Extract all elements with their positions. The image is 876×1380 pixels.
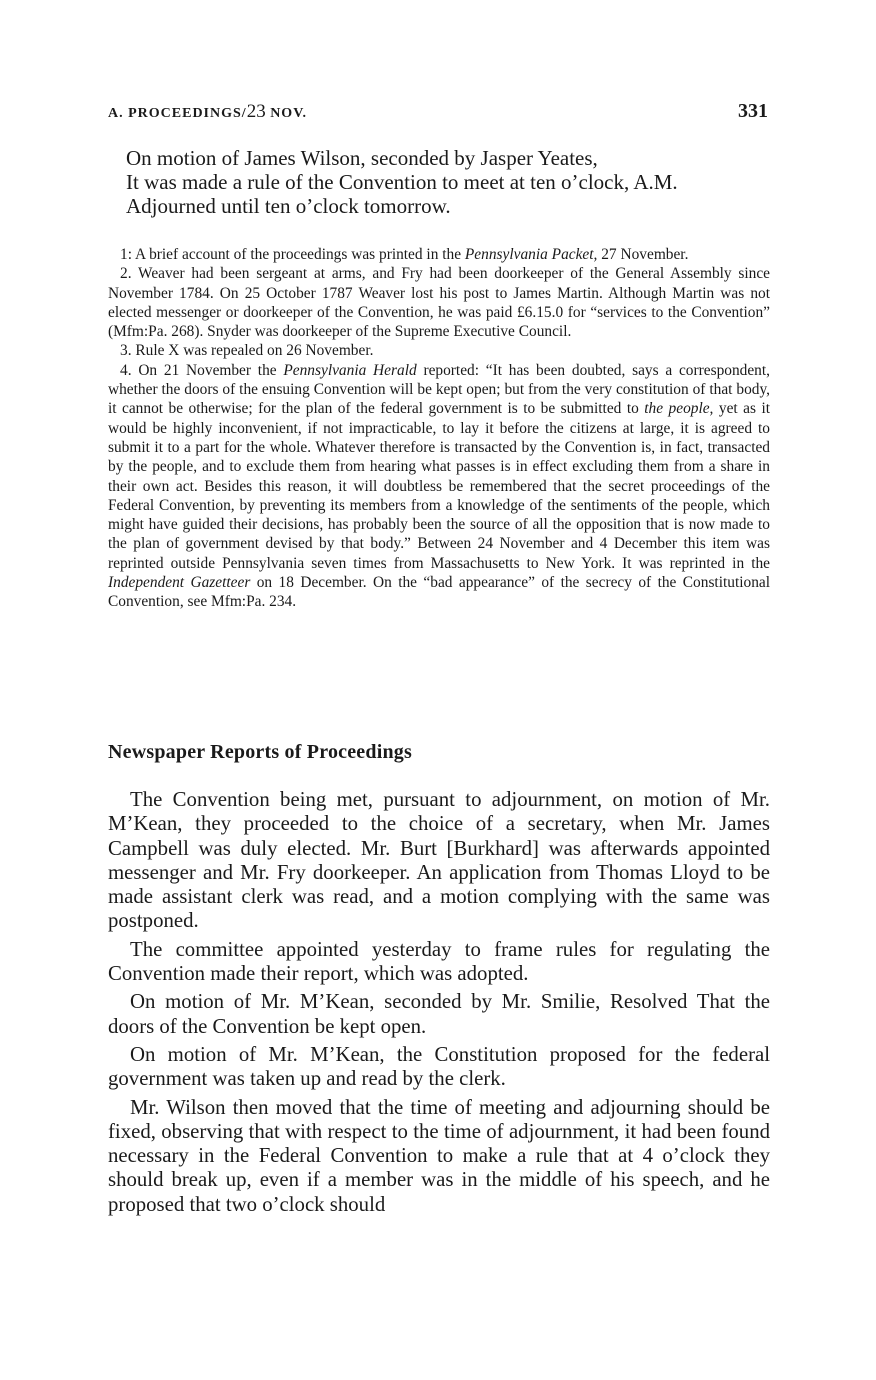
report-paragraph: On motion of Mr. M’Kean, the Constitution proposed for the federal government was taken up and read by the clerk. (108, 1042, 770, 1091)
footnote-1: 1: A brief account of the proceedings was printed in the Pennsylvania Packet, 27 November. (120, 246, 689, 263)
report-paragraph: On motion of Mr. M’Kean, seconded by Mr. Smilie, Resolved That the doors of the Convention be kept open. (108, 990, 770, 1038)
motion-line: On motion of James Wilson, seconded by Jasper Yeates, (126, 146, 598, 170)
footnotes (108, 245, 770, 612)
report-paragraph: The committee appointed yesterday to frame rules for regulating the Convention made their report, which was adopted. (108, 937, 770, 986)
motion-text (126, 146, 786, 218)
motion-line: It was made a rule of the Convention to meet at ten o’clock, A.M. (126, 170, 678, 194)
footnote-3: 3. Rule X was repealed on 26 November. (120, 342, 374, 360)
report-paragraph: Mr. Wilson then moved that the time of meeting and adjourning should be fixed, observing that with respect to the time of adjournment, it had been found necessary in the Federal Convention to make a rule that at 4 o’clock they should break up, even if a member was in the middle of his speech, and he proposed that two o’clock should (108, 1095, 770, 1216)
report-paragraph: The Convention being met, pursuant to adjournment, on motion of Mr. M’Kean, they proceeded to the choice of a secretary, when Mr. James Campbell was duly elected. Mr. Burt [Burkhard] was afterwards appointed messenger and Mr. Fry doorkeeper. An application from Thomas Lloyd to be made assistant clerk was read, and a motion complying with the same was postponed. (108, 788, 770, 933)
page-header (108, 100, 768, 123)
newspaper-report (108, 788, 770, 1217)
motion-line: Adjourned until ten o’clock tomorrow. (126, 194, 451, 218)
page-number: 331 (738, 100, 768, 122)
running-head (108, 101, 307, 123)
running-head-day: 23 (246, 101, 266, 122)
running-head-suffix: NOV. (265, 106, 307, 121)
footnote-2: 2. Weaver had been sergeant at arms, and Fry had been doorkeeper of the General Assembly since November 1784. On 25 October 1787 Weaver lost his post to James Martin. Although Martin was not elected messenger or doorkeeper of the Convention, he was paid £6.15.0 for “services to the Convention” (Mfm:Pa. 268). Snyder was doorkeeper of the Supreme Executive Council. (108, 265, 770, 341)
footnote-4: 4. On 21 November the Pennsylvania Herald reported: “It has been doubted, says a correspondent, whether the doors of the ensuing Convention will be kept open; but from the very constitution of that body, it cannot be otherwise; for the plan of the federal government is to be submitted to the people, yet as it would be highly inconvenient, if not impracticable, to lay it before the citizens at large, it is agreed to submit it to a part for the whole. Whatever therefore is transacted by the Convention is, in fact, transacted by the people, and to exclude them from hearing what passes is in effect excluding them from a share in their own act. Besides this reason, it will doubtless be remembered that the secret proceedings of the Federal Convention, by preventing its members from a knowledge of the sentiments of the people, which might have guided their decisions, has probably been the source of all the opposition that is now made to the plan of government devised by that body.” Between 24 November and 4 December this item was reprinted outside Pennsylvania seven times from Massachusetts to New York. It was reprinted in the Independent Gazetteer on 18 December. On the “bad appearance” of the secrecy of the Constitutional Convention, see Mfm:Pa. 234. (108, 361, 771, 611)
section-title: Newspaper Reports of Proceedings (108, 741, 412, 763)
running-head-prefix: A. PROCEEDINGS/ (108, 106, 247, 121)
